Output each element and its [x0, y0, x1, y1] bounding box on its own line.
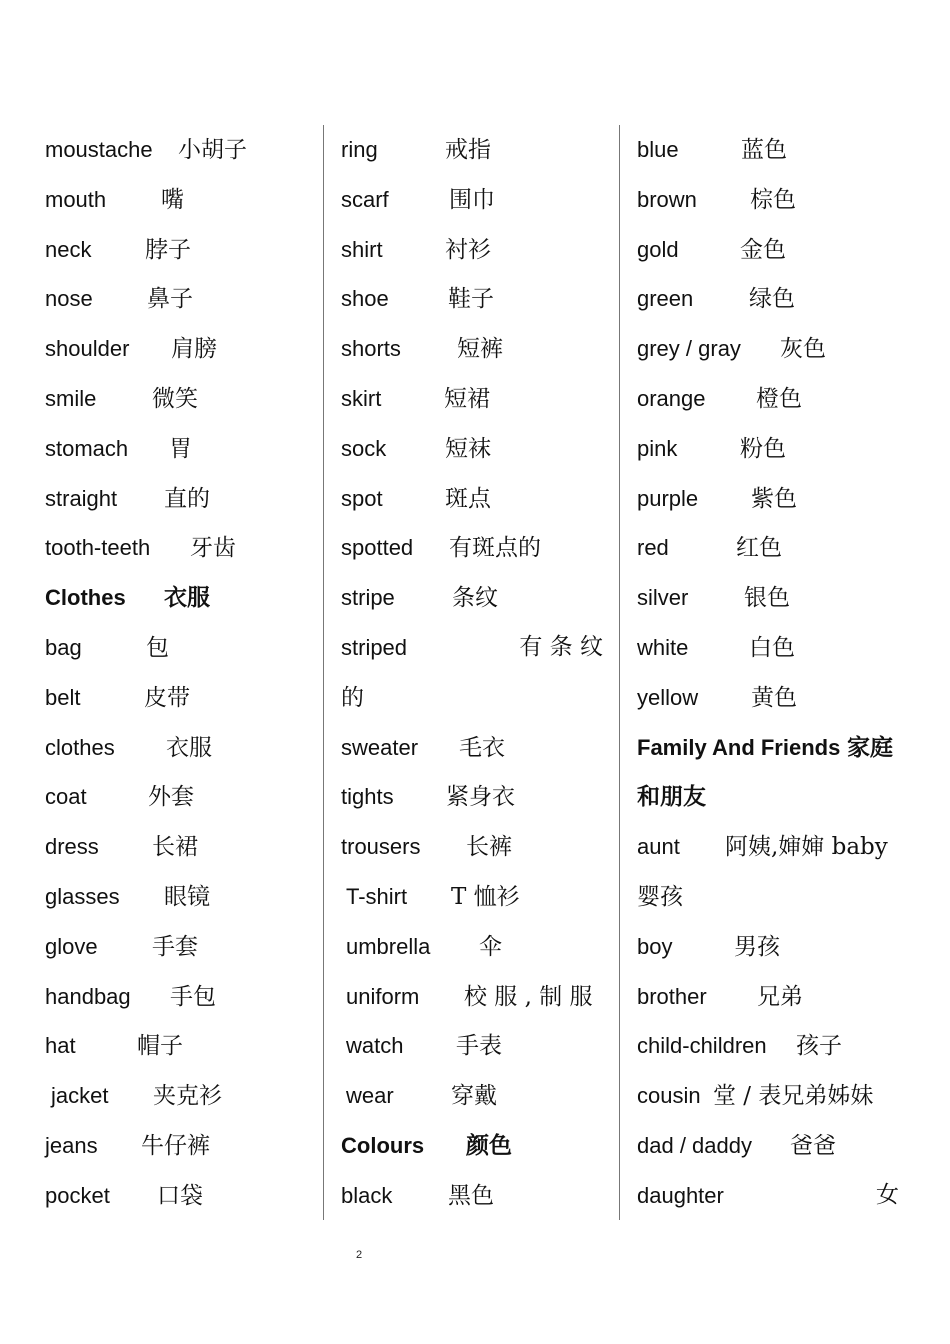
vocab-entry: ring 戒指	[341, 137, 491, 163]
vocab-entry: tooth-teeth 牙齿	[45, 535, 236, 562]
vocab-entry: pink 粉色	[637, 435, 786, 462]
vocab-entry: black 黑色	[341, 1182, 494, 1209]
vocab-entry: silver 银色	[637, 585, 790, 612]
vocab-entry: coat 外套	[45, 784, 194, 811]
vocab-entry: yellow 黄色	[637, 684, 797, 711]
vocab-entry: stomach 胃	[45, 435, 192, 462]
vocab-entry: umbrella 伞	[346, 933, 502, 960]
vocab-entry: trousers 长裤	[341, 834, 512, 861]
section-heading-family-and-friends: Family And Friends 家庭	[637, 734, 893, 761]
vocab-entry: purple 紫色	[637, 485, 797, 512]
vocab-entry: striped 有 条 纹	[341, 633, 603, 660]
vocab-entry: shoe 鞋子	[341, 286, 494, 313]
vocab-column-1	[45, 125, 310, 1220]
vocab-entry: blue 蓝色	[637, 137, 787, 163]
vocab-entry: pocket 口袋	[45, 1182, 203, 1209]
vocab-entry: glasses 眼镜	[45, 883, 210, 910]
vocab-entry: mouth 嘴	[45, 186, 184, 213]
vocab-entry: hat 帽子	[45, 1033, 183, 1060]
section-heading-colours: Colours 颜色	[341, 1132, 512, 1159]
vocab-entry: cousin 堂 / 表兄弟姊妹	[637, 1083, 874, 1110]
vocab-entry: boy 男孩	[637, 933, 780, 960]
vocab-entry: shirt 衬衫	[341, 236, 491, 263]
page-number: 2	[356, 1249, 363, 1261]
vocab-entry-continuation: 的	[341, 684, 364, 711]
vocab-entry: clothes 衣服	[45, 734, 212, 761]
section-heading-continuation: 和朋友	[637, 784, 706, 811]
vocab-entry: grey / gray 灰色	[637, 336, 826, 363]
vocab-entry: watch 手表	[346, 1033, 502, 1060]
vocab-entry: dad / daddy 爸爸	[637, 1132, 836, 1159]
vocab-entry: nose 鼻子	[45, 286, 193, 313]
vocab-entry: spot 斑点	[341, 485, 491, 512]
column-divider	[323, 125, 324, 1220]
column-divider	[619, 125, 620, 1220]
vocab-entry: green 绿色	[637, 286, 795, 313]
vocab-entry: daughter 女	[637, 1181, 899, 1208]
vocab-entry: shorts 短裤	[341, 336, 503, 363]
vocab-entry: orange 橙色	[637, 385, 802, 412]
vocab-entry: shoulder 肩膀	[45, 336, 217, 363]
vocab-entry: bag 包	[45, 634, 169, 661]
vocab-entry: scarf 围巾	[341, 186, 495, 213]
vocab-entry: white 白色	[637, 634, 795, 661]
vocab-entry: uniform 校 服 , 制 服	[346, 983, 593, 1010]
vocab-column-3	[637, 125, 899, 1220]
vocab-entry: sock 短袜	[341, 435, 491, 462]
vocab-entry: smile 微笑	[45, 385, 198, 412]
section-heading-clothes: Clothes 衣服	[45, 585, 210, 612]
vocab-entry: brother 兄弟	[637, 983, 803, 1010]
vocab-entry: tights 紧身衣	[341, 784, 515, 811]
vocab-entry: handbag 手包	[45, 983, 216, 1010]
vocab-entry: belt 皮带	[45, 684, 190, 711]
vocab-entry-continuation: 婴孩	[637, 883, 683, 910]
vocab-entry: moustache 小胡子	[45, 137, 247, 163]
vocab-entry: spotted 有斑点的	[341, 535, 541, 562]
vocab-entry: skirt 短裙	[341, 385, 490, 412]
vocab-entry: glove 手套	[45, 933, 198, 960]
vocab-entry: T-shirt T 恤衫	[346, 883, 520, 910]
vocab-entry: wear 穿戴	[346, 1083, 497, 1110]
vocab-entry: child-children 孩子	[637, 1033, 842, 1060]
vocab-entry: stripe 条纹	[341, 585, 498, 612]
vocab-entry: aunt 阿姨,婶婶 baby	[637, 834, 888, 861]
vocab-entry: red 红色	[637, 535, 782, 562]
vocab-entry: jacket 夹克衫	[51, 1083, 222, 1110]
vocab-entry: neck 脖子	[45, 236, 191, 263]
vocab-entry: sweater 毛衣	[341, 734, 505, 761]
vocab-entry: dress 长裙	[45, 834, 198, 861]
vocab-entry: straight 直的	[45, 485, 210, 512]
vocab-entry: jeans 牛仔裤	[45, 1132, 210, 1159]
vocab-column-2	[341, 125, 603, 1220]
vocab-entry: brown 棕色	[637, 186, 796, 213]
vocab-entry: gold 金色	[637, 236, 786, 263]
